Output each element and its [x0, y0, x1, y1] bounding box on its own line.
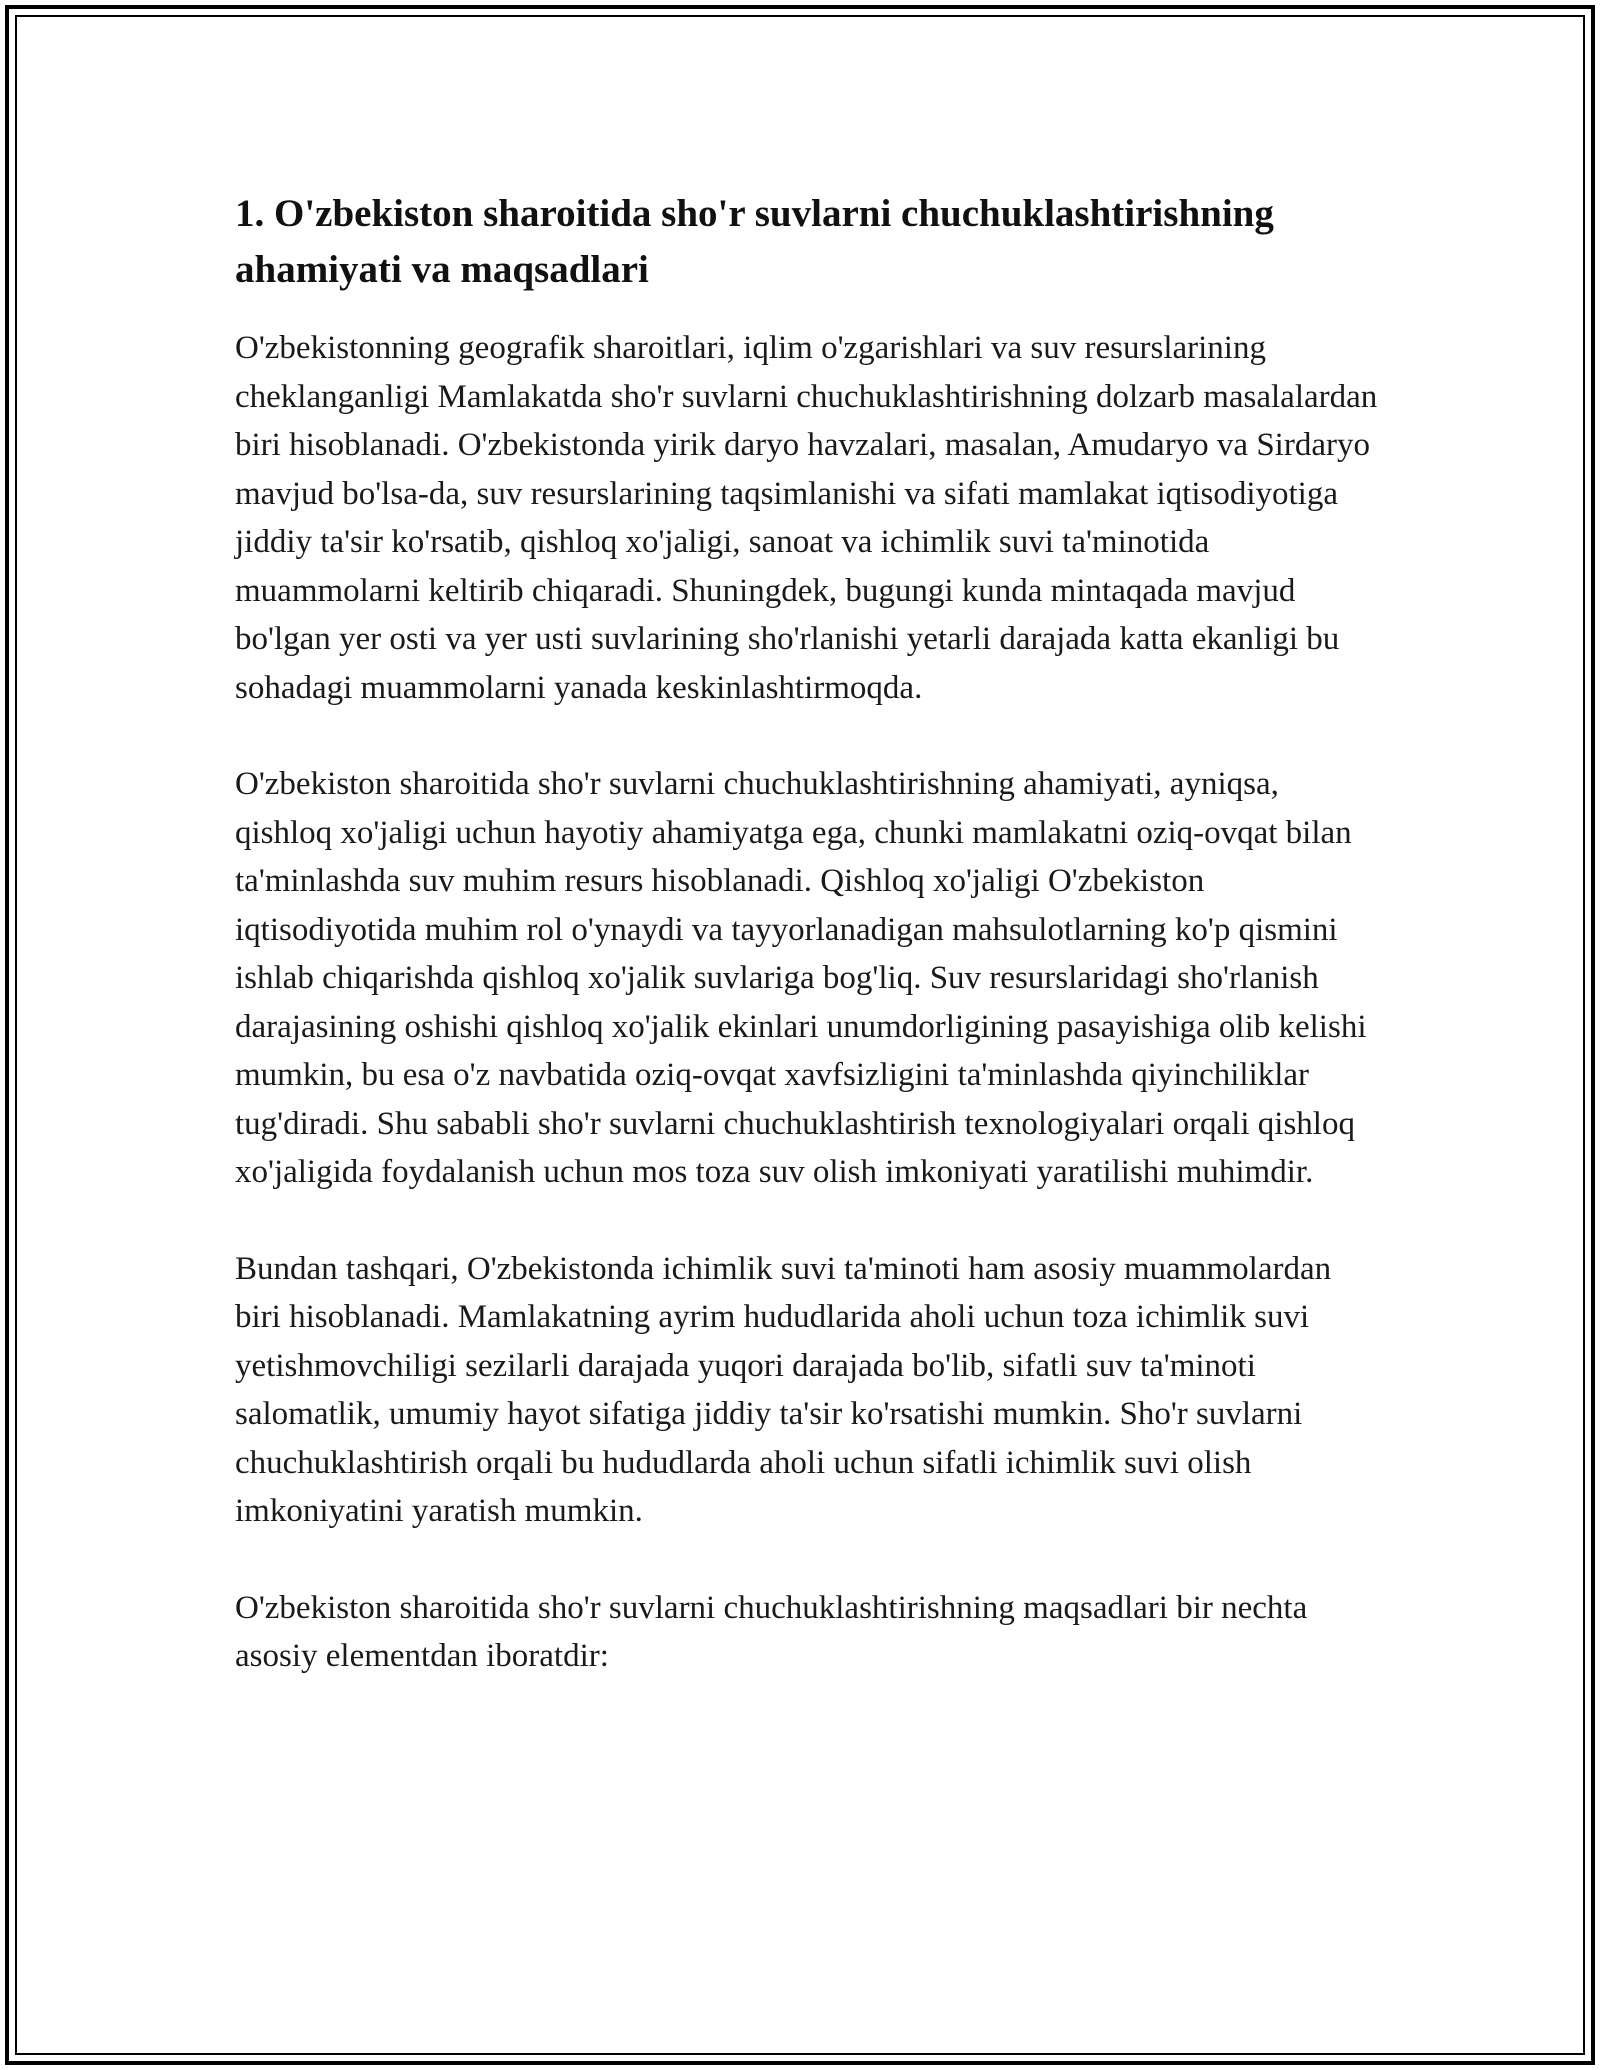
- paragraph-1: O'zbekistonning geografik sharoitlari, iqlim o'zgarishlari va suv resurslarining cheklanganligi Mamlakatda sho'r suvlarni chuchuklashtirishning dolzarb masalalardan biri hisoblanadi. O'zbekistonda yirik daryo havzalari, masalan, Amudaryo va Sirdaryo mavjud bo'lsa-da, suv resurslarining taqsimlanishi va sifati mamlakat iqtisodiyotiga jiddiy ta'sir ko'rsatib, qishloq xo'jaligi, sanoat va ichimlik suvi ta'minotida muammolarni keltirib chiqaradi. Shuningdek, bugungi kunda mintaqada mavjud bo'lgan yer osti va yer usti suvlarining sho'rlanishi yetarli darajada katta ekanligi bu sohadagi muammolarni yanada keskinlashtirmoqda.: [235, 330, 1378, 706]
- section-heading: 1. O'zbekiston sharoitida sho'r suvlarni chuchuklashtirishning ahamiyati va maqsadlari: [235, 192, 1274, 291]
- paragraph-2: O'zbekiston sharoitida sho'r suvlarni chuchuklashtirishning ahamiyati, ayniqsa, qishloq xo'jaligi uchun hayotiy ahamiyatga ega, chunki mamlakatni oziq-ovqat bilan ta'minlashda suv muhim resurs hisoblanadi. Qishloq xo'jaligi O'zbekiston iqtisodiyotida muhim rol o'ynaydi va tayyorlanadigan mahsulotlarning ko'p qismini ishlab chiqarishda qishloq xo'jalik suvlariga bog'liq. Suv resurslaridagi sho'rlanish darajasining oshishi qishloq xo'jalik ekinlari unumdorligining pasayishiga olib kelishi mumkin, bu esa o'z navbatida oziq-ovqat xavfsizligini ta'minlashda qiyinchiliklar tug'diradi. Shu sababli sho'r suvlarni chuchuklashtirish texnologiyalari orqali qishloq xo'jaligida foydalanish uchun mos toza suv olish imkoniyati yaratilishi muhimdir.: [235, 766, 1367, 1190]
- document-body: [235, 186, 1380, 1729]
- paragraph-4: O'zbekiston sharoitida sho'r suvlarni chuchuklashtirishning maqsadlari bir nechta asosiy elementdan iboratdir:: [235, 1589, 1308, 1674]
- paragraph-3: Bundan tashqari, O'zbekistonda ichimlik suvi ta'minoti ham asosiy muammolardan biri hisoblanadi. Mamlakatning ayrim hududlarida aholi uchun toza ichimlik suvi yetishmovchiligi sezilarli darajada yuqori darajada bo'lib, sifatli suv ta'minoti salomatlik, umumiy hayot sifatiga jiddiy ta'sir ko'rsatishi mumkin. Sho'r suvlarni chuchuklashtirish orqali bu hududlarda aholi uchun sifatli ichimlik suvi olish imkoniyatini yaratish mumkin.: [235, 1250, 1332, 1529]
